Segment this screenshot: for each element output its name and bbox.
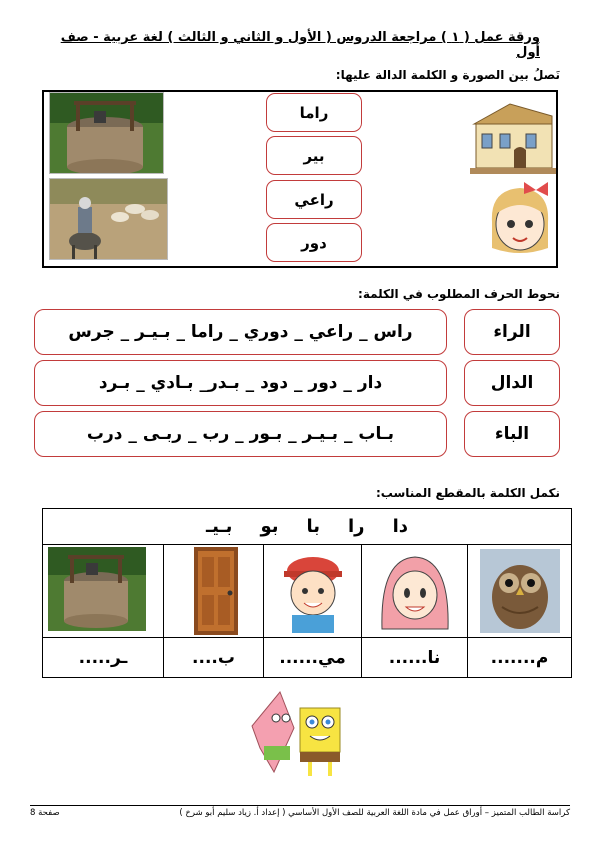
shepherd-picture xyxy=(49,178,168,260)
word-pill[interactable] xyxy=(266,223,362,262)
footer-divider xyxy=(30,805,570,806)
words-box: راس _ راعي _ دوري _ راما _ بـيـر _ جرس xyxy=(34,309,447,355)
syllable[interactable]: بو xyxy=(260,516,279,537)
word-cell xyxy=(163,545,263,677)
patrick-spongebob-picture xyxy=(250,688,350,780)
letter-box: الراء xyxy=(464,309,560,355)
incomplete-word: م....... xyxy=(468,637,571,677)
incomplete-word: نا...... xyxy=(362,637,467,677)
door-picture xyxy=(194,547,238,635)
well-picture xyxy=(49,92,164,174)
word-pill[interactable] xyxy=(266,93,362,132)
owl-picture xyxy=(480,549,560,633)
syllable[interactable]: را xyxy=(348,516,365,537)
page-title: ورقة عمل ( ١ ) مراجعة الدروس ( الأول و الثاني و الثالث ) لغة عربية - صف أول xyxy=(60,30,540,60)
girl-picture xyxy=(484,178,556,264)
boy-picture xyxy=(276,549,350,633)
word-cell xyxy=(43,545,163,677)
word-label: راعي xyxy=(294,190,334,209)
word-label: دور xyxy=(301,233,327,252)
footer-text: كراسة الطالب المتميز – أوراق عمل في مادة اللغة العربية للصف الأول الأساسي ( إعداد أ. زياد سليم أبو شرخ ) xyxy=(179,808,570,818)
word-label: راما xyxy=(299,103,329,122)
section2-heading: نحوط الحرف المطلوب في الكلمة: xyxy=(358,287,560,301)
house-picture xyxy=(470,94,556,174)
incomplete-word: ـر..... xyxy=(43,637,163,677)
syllable[interactable]: دا xyxy=(392,516,408,537)
letter-box: الدال xyxy=(464,360,560,406)
word-cell xyxy=(467,545,571,677)
syllable-row xyxy=(43,509,571,545)
words-box: دار _ دور _ دود _ بـدر_ بـادي _ بـرد xyxy=(34,360,447,406)
syllable-grid xyxy=(42,508,572,678)
word-cell xyxy=(361,545,467,677)
page-number: صفحة 8 xyxy=(30,808,60,818)
letter-box: الباء xyxy=(464,411,560,457)
section1-heading: نَصلُ بين الصورة و الكلمة الدالة عليها: xyxy=(335,68,560,82)
section3-heading: نكمل الكلمة بالمقطع المناسب: xyxy=(375,486,560,500)
word-pill[interactable] xyxy=(266,136,362,175)
incomplete-word: مي...... xyxy=(264,637,361,677)
matching-box xyxy=(42,90,558,268)
syllable[interactable]: بـيـ xyxy=(206,516,233,537)
word-label: بير xyxy=(303,146,325,165)
girl-hijab-picture xyxy=(376,549,454,633)
syllable[interactable]: با xyxy=(306,516,321,537)
word-cell xyxy=(263,545,361,677)
words-box: بـاب _ بـيـر _ بـور _ رب _ ربـى _ درب xyxy=(34,411,447,457)
incomplete-word: ب.... xyxy=(164,637,263,677)
well-picture xyxy=(48,547,146,631)
word-pill[interactable] xyxy=(266,180,362,219)
